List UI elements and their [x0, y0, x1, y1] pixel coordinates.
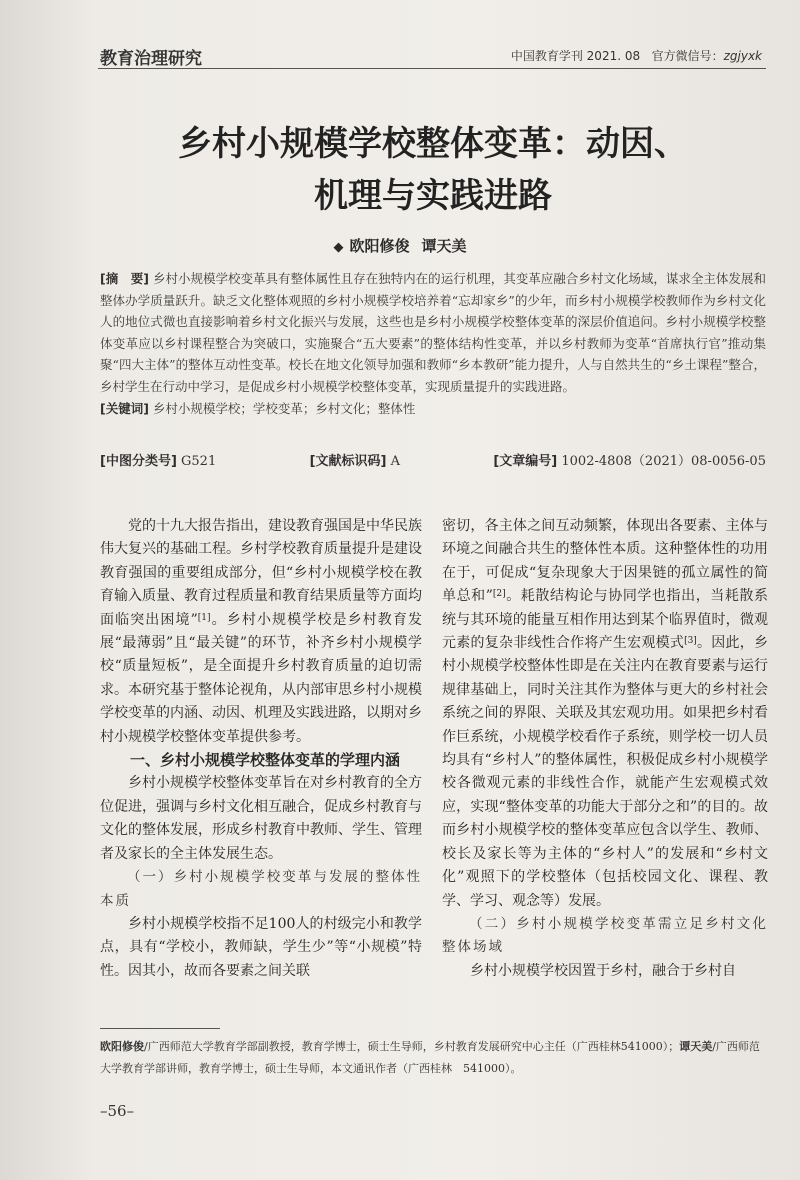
- wechat-label: 官方微信号：: [651, 49, 724, 63]
- footnote-author-2-info: /广西师范大学教育学部讲师，教育学博士，硕士生导师，本文通讯作者（广西桂林 541000）。: [100, 1040, 760, 1075]
- paragraph: 乡村小规模学校整体变革旨在对乡村教育的全方位促进，强调与乡村文化相互融合，促成乡村教育与文化的整体发展，形成乡村教育中教师、学生、管理者及家长的全主体发展生态。: [100, 775, 422, 862]
- keywords-label: [关键词]: [100, 401, 149, 416]
- paragraph: 乡村小规模学校指不足100人的村级完小和教学点，具有“学校小，教师缺，学生少”等“小规模”特性。因其小，故而各要素之间关联: [100, 915, 422, 979]
- body-column-right: [442, 515, 768, 983]
- reference-mark: [3]: [684, 636, 697, 647]
- paragraph-text: 。因此，乡村小规模学校整体性即是在关注内在教育要素与运行规律基础上，同时关注其作为整体与更大的乡村社会系统之间的界限、关联及其宏观功用。如果把乡村看作巨系统，小规模学校看作子系统，则学校一切人员均具有“乡村人”的整体属性，积极促成乡村小规模学校各微观元素的非线性合作，就能产生宏观模式效应，实现“整体变革的功能大于部分之和”的目的。故而乡村小规模学校的整体变革应包含以学生、教师、校长及家长等为主体的“乡村人”的发展和“乡村文化”观照下的学校整体（包括校园文化、课程、教学、学习、观念等）发展。: [442, 635, 769, 909]
- paragraph-text: 党的十九大报告指出，建设教育强国是中华民族伟大复兴的基础工程。乡村学校教育质量提升是建设教育强国的重要组成部分，但“乡村小规模学校在教育输入质量、教育过程质量和教育结果质量等方面均面临突出困境”: [100, 518, 422, 628]
- author-footnote: [100, 1036, 760, 1080]
- section-header: 教育治理研究: [100, 49, 202, 69]
- paragraph: [442, 515, 768, 913]
- wechat-id: zgjyxk: [723, 49, 762, 63]
- title-line-1: 乡村小规模学校整体变革：动因、: [178, 124, 688, 164]
- footnote-author-1: 欧阳修俊: [100, 1040, 144, 1053]
- paragraph: 乡村小规模学校因置于乡村，融合于乡村自: [470, 962, 736, 979]
- journal-info: [511, 47, 762, 64]
- paragraph-text: 。乡村小规模学校是乡村教育发展“最薄弱”且“最关键”的环节，补齐乡村小规模学校“质量短板”，是全面提升乡村教育质量的迫切需求。本研究基于整体论视角，从内部审思乡村小规模学校变革的内涵、动因、机理及实践进路，以期对乡村小规模学校整体变革提供参考。: [100, 611, 422, 745]
- journal-issue: 中国教育学刊 2021. 08: [510, 49, 641, 63]
- paragraph-text: 。耗散结构论与协同学也指出，当耗散系统与其环境的能量互相作用达到某个临界值时，微观元素的复杂非线性合作将产生宏观模式: [442, 588, 768, 652]
- clc-value: G521: [181, 454, 217, 469]
- keywords-text: 乡村小规模学校；学校变革；乡村文化；整体性: [152, 401, 416, 416]
- article-no-label: [文章编号]: [493, 454, 558, 469]
- keywords: [100, 398, 766, 420]
- abstract: [100, 268, 766, 397]
- article-no-value: 1002-4808（2021）08-0056-05: [561, 454, 766, 469]
- doc-code: [310, 450, 400, 469]
- classification-row: [100, 450, 766, 469]
- subsection-heading: （二）乡村小规模学校变革需立足乡村文化整体场域: [442, 915, 768, 956]
- subsection-heading: （一）乡村小规模学校变革与发展的整体性本质: [100, 869, 422, 909]
- doc-label: [文献标识码]: [309, 454, 387, 469]
- diamond-icon: ◆: [333, 240, 344, 255]
- clc-code: [100, 450, 216, 469]
- abstract-text: 乡村小规模学校变革具有整体属性且存在独特内在的运行机理，其变革应融合乡村文化场域，谋求全主体发展和整体办学质量跃升。缺乏文化整体观照的乡村小规模学校培养着“忘却家乡”的少年，而乡村小规模学校教师作为乡村文化人的地位式微也直接影响着乡村文化振兴与发展，这些也是乡村小规模学校整体变革的深层价值追问。乡村小规模学校整体变革应以乡村课程整合为突破口，实施聚合“五大要素”的整体结构性变革，并以乡村教师为变革“首席执行官”推动集聚“四大主体”的整体互动性变革。校长在地文化领导加强和教师“乡本教研”能力提升，人与自然共生的“乡土课程”整合，乡村学生在行动中学习，是促成乡村小规模学校整体变革，实现质量提升的实践进路。: [100, 271, 766, 394]
- author-1: 欧阳修俊: [349, 237, 410, 255]
- section-heading: 一、乡村小规模学校整体变革的学理内涵: [130, 751, 401, 770]
- page-number: –56–: [100, 1102, 135, 1120]
- abstract-block: [100, 268, 766, 420]
- paragraph-text: 密切，各主体之间互动频繁，体现出各要素、主体与环境之间融合共生的整体性本质。这种整体性的功用在于，可促成“复杂现象大于因果链的孤立属性的简单总和”: [442, 518, 768, 605]
- body-column-left: [100, 515, 422, 983]
- footnote-author-1-info: /广西师范大学教育学部副教授，教育学博士，硕士生导师，乡村教育发展研究中心主任（广西桂林541000）；: [144, 1040, 680, 1053]
- footnote-author-2: 谭天美: [679, 1040, 713, 1053]
- reference-mark: [1]: [197, 612, 211, 623]
- author-2: 谭天美: [421, 237, 467, 255]
- header-rule: [98, 68, 766, 69]
- reference-mark: [2]: [492, 589, 506, 600]
- article-number: [493, 450, 766, 469]
- abstract-label: [摘 要]: [100, 271, 149, 286]
- title-line-2: 机理与实践进路: [314, 176, 552, 216]
- author-line: [0, 235, 800, 256]
- clc-label: [中图分类号]: [100, 454, 177, 469]
- article-title: [100, 118, 766, 222]
- doc-value: A: [390, 454, 400, 469]
- paragraph: [100, 515, 422, 749]
- footnote-rule: [100, 1028, 220, 1029]
